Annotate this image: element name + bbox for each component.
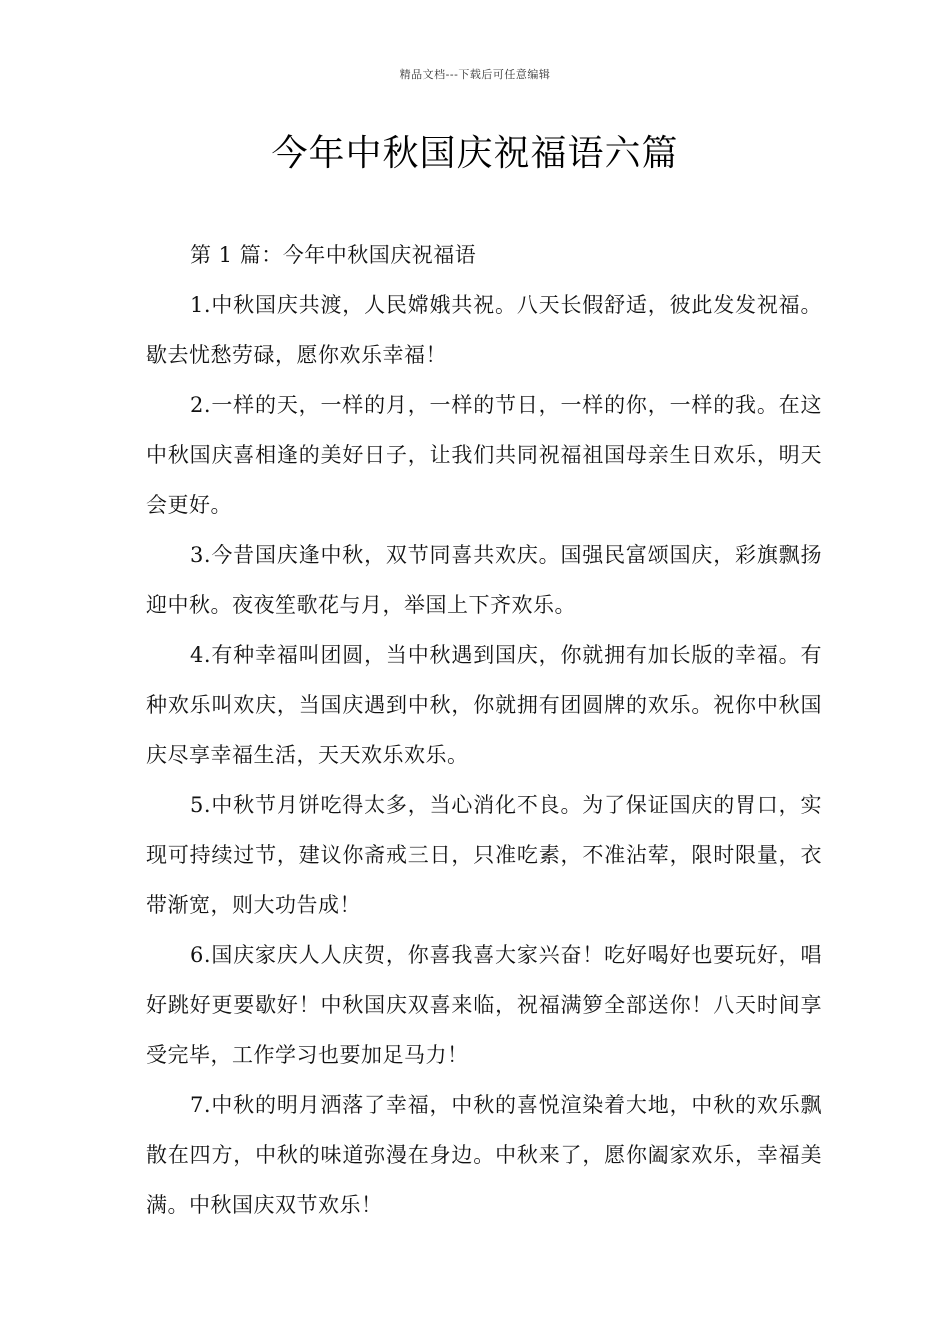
header-note: 精品文档---下载后可任意编辑 bbox=[399, 68, 551, 81]
section-heading: 第 1 篇：今年中秋国庆祝福语 bbox=[190, 243, 477, 267]
document-body bbox=[146, 230, 822, 1230]
paragraph-3: 3.今昔国庆逢中秋，双节同喜共欢庆。国强民富颂国庆，彩旗飘扬迎中秋。夜夜笙歌花与月，举国上下齐欢乐。 bbox=[146, 543, 822, 617]
paragraph-1: 1.中秋国庆共渡，人民嫦娥共祝。八天长假舒适，彼此发发祝福。歇去忧愁劳碌，愿你欢乐幸福！ bbox=[146, 293, 822, 367]
paragraph-7: 7.中秋的明月洒落了幸福，中秋的喜悦渲染着大地，中秋的欢乐飘散在四方，中秋的味道弥漫在身边。中秋来了，愿你阖家欢乐，幸福美满。中秋国庆双节欢乐！ bbox=[146, 1093, 822, 1217]
paragraph-5: 5.中秋节月饼吃得太多，当心消化不良。为了保证国庆的胃口，实现可持续过节，建议你斋戒三日，只准吃素，不准沾荤，限时限量，衣带渐宽，则大功告成！ bbox=[146, 793, 822, 917]
paragraph-2: 2.一样的天，一样的月，一样的节日，一样的你，一样的我。在这中秋国庆喜相逢的美好日子，让我们共同祝福祖国母亲生日欢乐，明天会更好。 bbox=[146, 393, 822, 517]
paragraph-6: 6.国庆家庆人人庆贺，你喜我喜大家兴奋！吃好喝好也要玩好，唱好跳好更要歇好！中秋国庆双喜来临，祝福满箩全部送你！八天时间享受完毕，工作学习也要加足马力！ bbox=[146, 943, 822, 1067]
document-title: 今年中秋国庆祝福语六篇 bbox=[271, 133, 679, 174]
paragraph-4: 4.有种幸福叫团圆，当中秋遇到国庆，你就拥有加长版的幸福。有种欢乐叫欢庆，当国庆遇到中秋，你就拥有团圆牌的欢乐。祝你中秋国庆尽享幸福生活，天天欢乐欢乐。 bbox=[146, 643, 822, 767]
